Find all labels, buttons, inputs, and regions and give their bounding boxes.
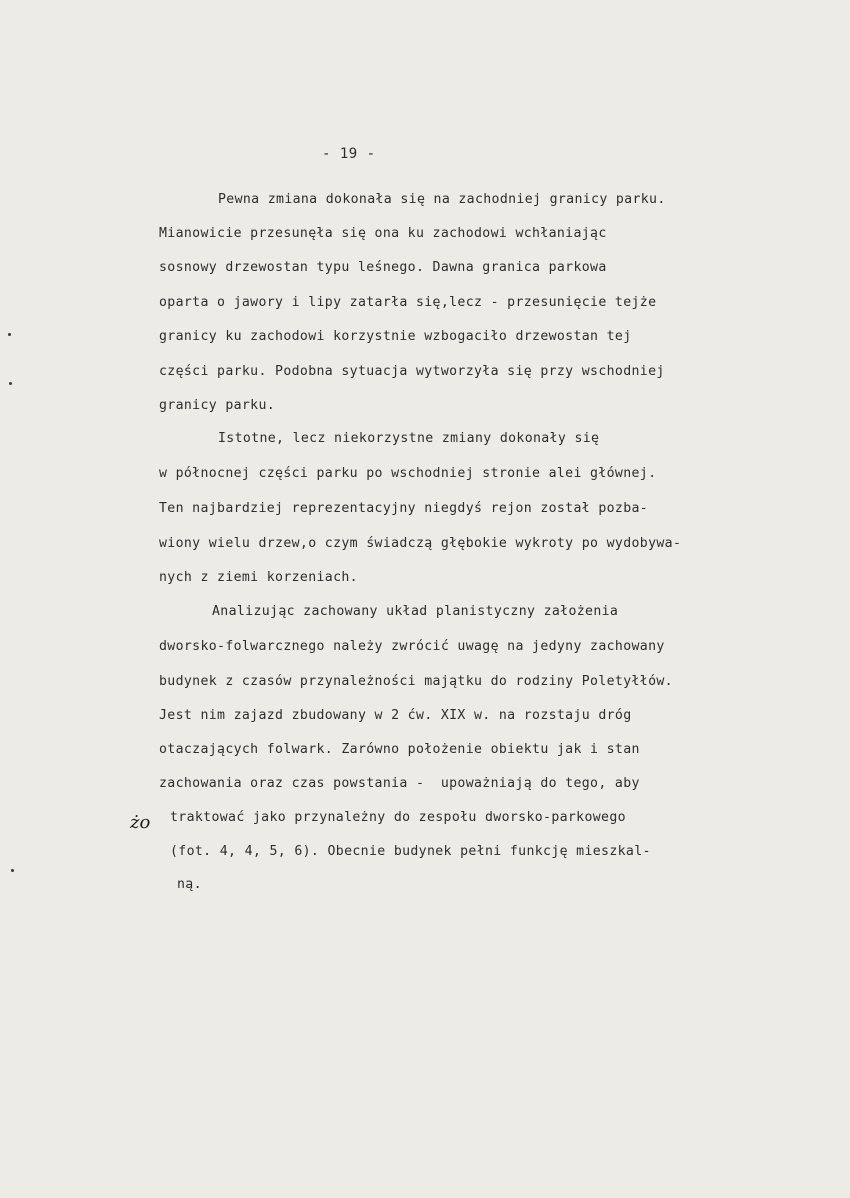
text-line: w północnej części parku po wschodniej stronie alei głównej. <box>159 466 657 481</box>
text-line: sosnowy drzewostan typu leśnego. Dawna granica parkowa <box>159 260 607 275</box>
text-line: oparta o jawory i lipy zatarła się,lecz - przesunięcie tejże <box>159 295 657 310</box>
text-line: Istotne, lecz niekorzystne zmiany dokonały się <box>218 431 600 446</box>
text-line: Analizując zachowany układ planistyczny założenia <box>212 604 619 619</box>
handwritten-margin-note: żo <box>130 812 151 833</box>
page-number: - 19 - <box>322 146 376 162</box>
text-line: zachowania oraz czas powstania - upoważniają do tego, aby <box>159 776 640 791</box>
text-line: Pewna zmiana dokonała się na zachodniej granicy parku. <box>218 192 666 207</box>
text-line: Jest nim zajazd zbudowany w 2 ćw. XIX w. na rozstaju dróg <box>159 708 632 723</box>
margin-dot <box>8 333 11 336</box>
text-line: części parku. Podobna sytuacja wytworzyła się przy wschodniej <box>159 364 665 379</box>
text-line: Ten najbardziej reprezentacyjny niegdyś rejon został pozba- <box>159 501 649 516</box>
text-line: traktować jako przynależny do zespołu dworsko-parkowego <box>170 810 626 825</box>
text-line: budynek z czasów przynależności majątku do rodziny Poletyłłów. <box>159 674 673 689</box>
margin-dot <box>9 382 12 385</box>
text-line: ną. <box>177 877 202 892</box>
text-line: Mianowicie przesunęła się ona ku zachodowi wchłaniając <box>159 226 607 241</box>
text-line: (fot. 4, 4, 5, 6). Obecnie budynek pełni funkcję mieszkal- <box>170 844 651 859</box>
text-line: otaczających folwark. Zarówno położenie obiektu jak i stan <box>159 742 640 757</box>
margin-dot <box>11 869 14 872</box>
text-line: nych z ziemi korzeniach. <box>159 570 358 585</box>
text-line: granicy ku zachodowi korzystnie wzbogaciło drzewostan tej <box>159 329 632 344</box>
text-line: wiony wielu drzew,o czym świadczą głębokie wykroty po wydobywa- <box>159 536 682 551</box>
text-line: granicy parku. <box>159 398 276 413</box>
text-line: dworsko-folwarcznego należy zwrócić uwagę na jedyny zachowany <box>159 639 665 654</box>
